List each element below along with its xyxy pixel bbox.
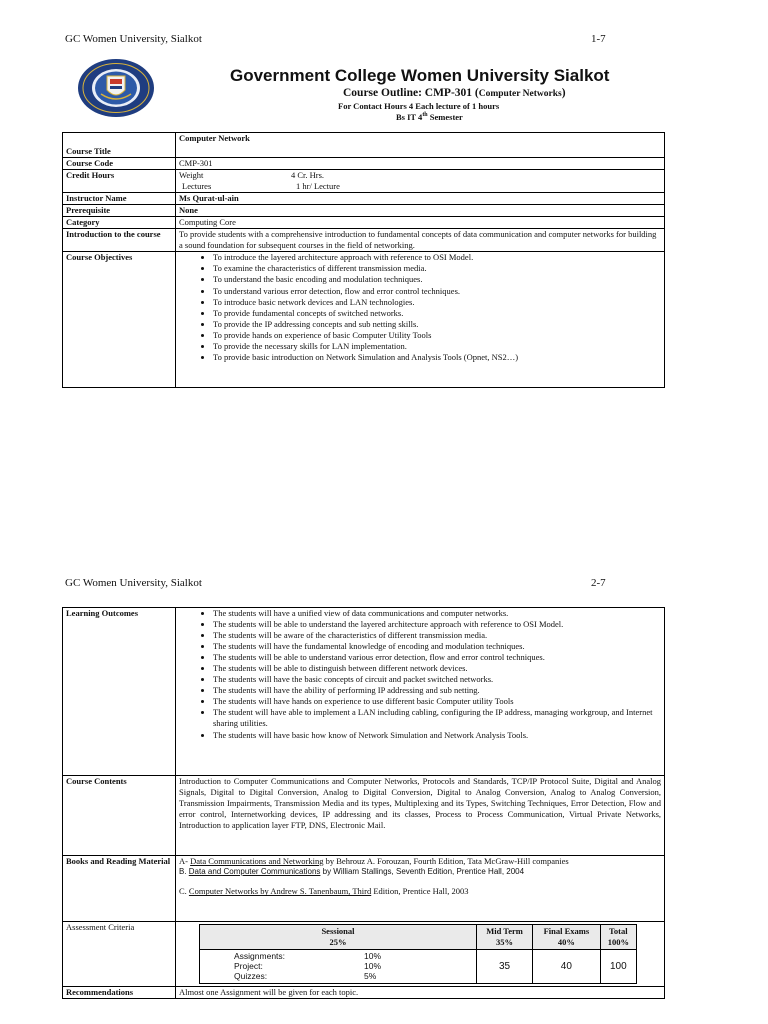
category-label: Category bbox=[63, 217, 176, 229]
course-details-table bbox=[62, 607, 665, 999]
midterm-header: Mid Term 35% bbox=[477, 925, 533, 950]
credit-hours-value: Weight 4 Cr. Hrs. Lectures 1 hr/ Lecture bbox=[176, 170, 665, 193]
row-category bbox=[63, 217, 665, 229]
final-header: Final Exams 40% bbox=[533, 925, 601, 950]
objective-item: • To provide the necessary skills for LAN implementation. bbox=[213, 341, 661, 352]
book-item: A- Data Communications and Networking by Behrouz A. Forouzan, Fourth Edition, Tata McGraw-Hill companies bbox=[179, 856, 569, 866]
book-item: C. Computer Networks by Andrew S. Tanenbaum, Third Edition, Prentice Hall, 2003 bbox=[179, 886, 469, 897]
instructor-label: Instructor Name bbox=[63, 193, 176, 205]
final-marks: 40 bbox=[533, 950, 601, 984]
objective-item: • To understand various error detection, flow and error control techniques. bbox=[213, 286, 661, 297]
semester-line: Bs IT 4th Semester bbox=[396, 112, 463, 122]
learning-outcome-item: • The student will have able to implement a LAN including cabling, configuring the IP address, managing workgroup, and Internet sharing utilities. bbox=[213, 707, 661, 729]
course-title-label: Course Title bbox=[63, 133, 176, 158]
contact-hours-line: For Contact Hours 4 Each lecture of 1 hours bbox=[338, 101, 500, 111]
prerequisite-label: Prerequisite bbox=[63, 205, 176, 217]
row-course-contents bbox=[63, 776, 665, 856]
learning-outcomes-label: Learning Outcomes bbox=[63, 608, 176, 776]
prerequisite-value: None bbox=[176, 205, 665, 217]
book-item: B. Data and Computer Communications by William Stallings, Seventh Edition, Prentice Hall, 2004 bbox=[179, 867, 525, 877]
total-marks: 100 bbox=[600, 950, 636, 984]
course-title-value: Computer Network bbox=[176, 133, 665, 158]
learning-outcomes-value bbox=[176, 608, 665, 776]
page-header-left: GC Women University, Sialkot bbox=[65, 33, 202, 45]
total-header: Total 100% bbox=[600, 925, 636, 950]
objectives-list bbox=[179, 252, 661, 362]
learning-outcome-item: • The students will be able to understand various error detection, flow and error control techniques. bbox=[213, 652, 661, 663]
midterm-marks: 35 bbox=[477, 950, 533, 984]
assessment-label: Assessment Criteria bbox=[63, 922, 176, 987]
course-contents-label: Course Contents bbox=[63, 776, 176, 856]
learning-outcome-item: • The students will be able to distinguish between different network devices. bbox=[213, 663, 661, 674]
learning-outcome-item: • The students will be able to understand the layered architecture approach with reference to OSI Model. bbox=[213, 619, 661, 630]
books-label: Books and Reading Material bbox=[63, 856, 176, 922]
course-contents-value: Introduction to Computer Communications and Computer Networks, Protocols and Standards, TCP/IP Protocol Suite, Digital and Analog Signals, Digital to Digital Conversion, Analog to Digital Conversion, Digital to Analog Conversion, Analog to Analog Conversion, Transmission Impairments, Transmission Media and its types, Multiplexing and its Types, Switching Techniques, Error Detection, Flow and error control, Internetworking devices, IP addressing and its classes, Process to Process Communication, Virtual Private Networks, Introduction to application layer FTP, DNS, Electronic Mail. bbox=[176, 776, 665, 856]
introduction-value: To provide students with a comprehensive introduction to fundamental concepts of data communication and computer networks for building a sound foundation for subsequent courses in the field of networking. bbox=[176, 229, 665, 252]
learning-outcome-item: • The students will be aware of the characteristics of different transmission media. bbox=[213, 630, 661, 641]
objective-item: • To provide the IP addressing concepts and sub netting skills. bbox=[213, 319, 661, 330]
course-outline-heading: Course Outline: CMP-301 (Computer Networks) bbox=[343, 87, 566, 99]
category-value: Computing Core bbox=[176, 217, 665, 229]
instructor-value: Ms Qurat-ul-ain bbox=[176, 193, 665, 205]
page-number: 2-7 bbox=[591, 577, 606, 589]
university-seal-logo bbox=[77, 58, 155, 118]
page-number: 1-7 bbox=[591, 33, 606, 45]
introduction-label: Introduction to the course bbox=[63, 229, 176, 252]
assessment-value bbox=[176, 922, 665, 987]
books-value bbox=[176, 856, 665, 922]
row-course-title bbox=[63, 133, 665, 158]
row-recommendations bbox=[63, 986, 665, 998]
page-header-left: GC Women University, Sialkot bbox=[65, 577, 202, 589]
row-course-code bbox=[63, 158, 665, 170]
sessional-header: Sessional 25% bbox=[200, 925, 477, 950]
course-info-table bbox=[62, 132, 665, 388]
objective-item: • To provide fundamental concepts of switched networks. bbox=[213, 308, 661, 319]
row-objectives bbox=[63, 252, 665, 388]
row-books bbox=[63, 856, 665, 922]
objective-item: • To introduce basic network devices and LAN technologies. bbox=[213, 297, 661, 308]
course-code-value: CMP-301 bbox=[176, 158, 665, 170]
objective-item: • To examine the characteristics of different transmission media. bbox=[213, 263, 661, 274]
learning-outcome-item: • The students will have the fundamental knowledge of encoding and modulation techniques. bbox=[213, 641, 661, 652]
learning-outcome-item: • The students will have basic how know of Network Simulation and Network Analysis Tools. bbox=[213, 730, 661, 741]
learning-outcome-item: • The students will have the basic concepts of circuit and packet switched networks. bbox=[213, 674, 661, 685]
row-credit-hours bbox=[63, 170, 665, 193]
row-assessment bbox=[63, 922, 665, 987]
objective-item: • To provide hands on experience of basic Computer Utility Tools bbox=[213, 330, 661, 341]
objective-item: • To understand the basic encoding and modulation techniques. bbox=[213, 274, 661, 285]
row-introduction bbox=[63, 229, 665, 252]
objectives-value bbox=[176, 252, 665, 388]
learning-outcome-item: • The students will have hands on experience to use different basic Computer utility Tools bbox=[213, 696, 661, 707]
objective-item: • To introduce the layered architecture approach with reference to OSI Model. bbox=[213, 252, 661, 263]
learning-outcome-item: • The students will have the ability of performing IP addressing and sub netting. bbox=[213, 685, 661, 696]
row-prerequisite bbox=[63, 205, 665, 217]
course-code-label: Course Code bbox=[63, 158, 176, 170]
learning-outcome-item: • The students will have a unified view of data communications and computer networks. bbox=[213, 608, 661, 619]
credit-hours-label: Credit Hours bbox=[63, 170, 176, 193]
assessment-table bbox=[199, 924, 637, 984]
objectives-label: Course Objectives bbox=[63, 252, 176, 388]
row-instructor bbox=[63, 193, 665, 205]
objective-item: • To provide basic introduction on Network Simulation and Analysis Tools (Opnet, NS2…) bbox=[213, 352, 661, 363]
university-title: Government College Women University Sialkot bbox=[230, 66, 610, 85]
learning-outcomes-list bbox=[179, 608, 661, 741]
row-learning-outcomes bbox=[63, 608, 665, 776]
recommendations-label: Recommendations bbox=[63, 986, 176, 998]
sessional-breakdown: Assignments: 10% Project: 10% Quizzes: 5% bbox=[200, 950, 477, 984]
recommendations-value: Almost one Assignment will be given for each topic. bbox=[176, 986, 665, 998]
